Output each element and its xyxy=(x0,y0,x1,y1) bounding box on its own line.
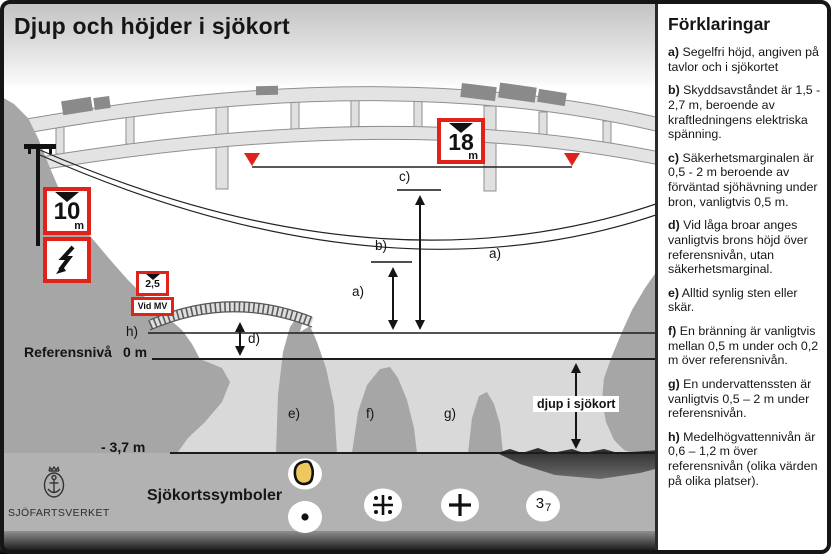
bridge-clearance-unit: m xyxy=(468,150,478,162)
label-zero-level: 0 m xyxy=(123,344,148,360)
above-water-rock-symbol-icon xyxy=(301,513,308,520)
bridge-clearance-sign xyxy=(437,118,485,164)
legend-item-a-text: Segelfri höjd, angiven på tavlor och i sjökortet xyxy=(668,45,819,74)
label-h: h) xyxy=(126,324,139,339)
legend-item-e-text: Alltid synlig sten eller skär. xyxy=(668,285,798,315)
legend-item-d-label: d) xyxy=(668,218,680,233)
label-e: e) xyxy=(288,406,301,421)
label-g: g) xyxy=(444,406,457,421)
legend-item-f-text: En bränning är vanligtvis mellan 0,5 m under och 0,2 m över referensnivån. xyxy=(668,324,819,368)
legend-item-c-text: Säkerhetsmarginalen är 0,5 - 2 m beroende av förväntad sjöhävning under bron, vanligtvis 0,5 m. xyxy=(668,150,818,209)
legend-item-c xyxy=(668,151,822,210)
legend-item-d-text: Vid låga broar anges vanligtvis brons höjd över referensnivån, utan säkerhetsmarginal. xyxy=(668,218,808,277)
sounding-decimeters: 7 xyxy=(545,502,552,514)
bridge-pier-right xyxy=(484,106,496,191)
legend-item-a xyxy=(668,45,822,74)
depth-sounding xyxy=(529,495,557,513)
vid-mv-text: Vid MV xyxy=(137,301,168,311)
low-bridge-clearance-sign xyxy=(136,271,169,296)
legend-item-g-text: En undervattenssten är vanligtvis 0,5 – 2 m under referensnivån. xyxy=(668,376,812,421)
islet-symbol-icon xyxy=(295,461,313,484)
legend-item-f xyxy=(668,324,822,368)
vid-mv-sign xyxy=(131,297,174,316)
label-d: d) xyxy=(248,331,261,346)
legend-item-g-label: g) xyxy=(668,376,680,391)
legend-item-c-label: c) xyxy=(668,150,680,165)
crowned-anchor-icon xyxy=(41,466,67,500)
label-f: f) xyxy=(366,406,375,421)
power-line-warning-sign xyxy=(43,237,91,283)
legend-item-h-text: Medelhögvattennivån är 0,6 – 1,2 m över referensnivån (olika värden på olika platser). xyxy=(668,429,818,488)
legend-sidebar xyxy=(655,4,827,550)
symbols-heading: Sjökortssymboler xyxy=(147,487,283,504)
legend-item-g xyxy=(668,377,822,421)
lightning-icon xyxy=(54,245,80,275)
label-chart-datum: - 3,7 m xyxy=(101,439,146,455)
right-shore xyxy=(602,268,659,453)
legend-heading: Förklaringar xyxy=(668,14,771,34)
low-bridge-value: 2,5 xyxy=(145,278,160,290)
bridge-clearance-value: 18 xyxy=(448,129,474,155)
visible-stone-e xyxy=(276,317,337,453)
bottom-bar xyxy=(0,531,659,554)
power-line xyxy=(40,150,659,249)
legend-item-f-label: f) xyxy=(668,324,677,338)
sounding-meters: 3 xyxy=(535,495,545,512)
agency-logo xyxy=(8,466,110,519)
legend-item-d xyxy=(668,218,822,277)
label-a-long: a) xyxy=(489,246,502,261)
page-title: Djup och höjder i sjökort xyxy=(14,13,290,39)
label-reference-level: Referensnivå xyxy=(24,344,112,360)
power-clearance-sign xyxy=(43,187,91,235)
label-c: c) xyxy=(399,169,411,184)
label-a-short: a) xyxy=(352,284,365,299)
bridge-arch xyxy=(0,126,659,178)
power-clearance-unit: m xyxy=(74,220,84,232)
legend-item-b-text: Skyddsavståndet är 1,5 - 2,7 m, beroende av kraftledningens elektriska spänning. xyxy=(668,83,821,142)
legend-item-h xyxy=(668,430,822,489)
chart-depth-label: djup i sjökort xyxy=(533,396,619,412)
legend-item-h-label: h) xyxy=(668,429,680,444)
legend-item-e-label: e) xyxy=(668,285,680,300)
logo-text: SJÖFARTSVERKET xyxy=(8,507,110,519)
power-clearance-value: 10 xyxy=(53,198,81,225)
legend-item-b-label: b) xyxy=(668,83,680,98)
legend-item-e xyxy=(668,286,822,315)
legend-item-a-label: a) xyxy=(668,45,680,59)
clearance-triangle-left-icon xyxy=(244,153,260,166)
legend-item-b xyxy=(668,83,822,142)
label-b: b) xyxy=(375,238,388,253)
clearance-triangle-right-icon xyxy=(564,153,580,166)
